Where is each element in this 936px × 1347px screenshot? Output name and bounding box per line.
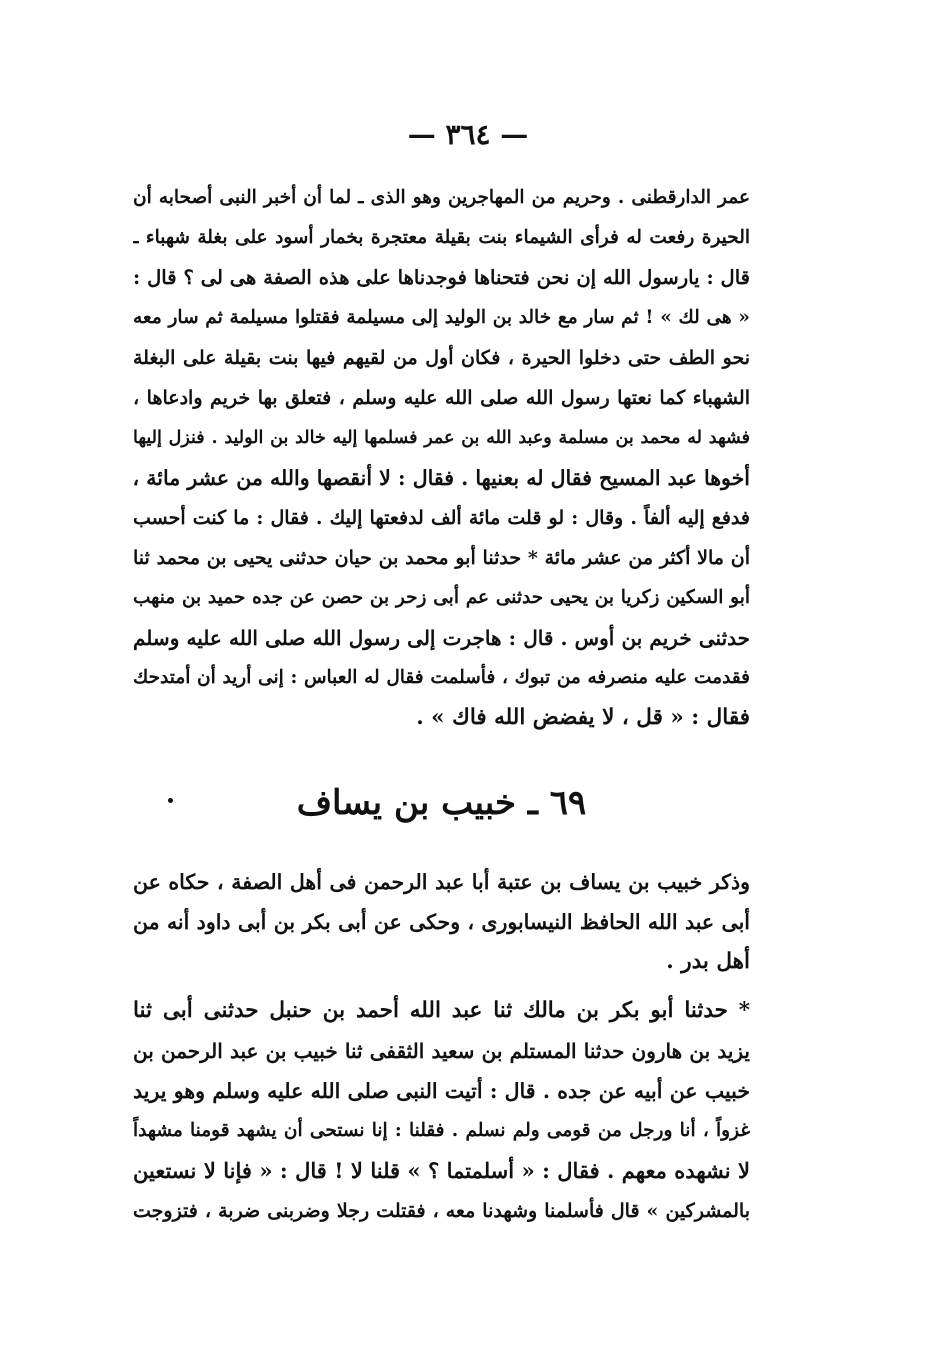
text-line: نحو الطف حتى دخلوا الحيرة ، فكان أول من لقيهم فيها بنت بقيلة على البغلة [133,347,750,369]
text-line: أبو السكين زكريا بن يحيى حدثنى عم أبى زحر بن حصن عن جده حميد بن منهب [133,587,750,608]
paragraph-khubayb-intro [133,862,750,982]
text-line: لا نشهده معهم . فقال : « أسلمتما ؟ » قلنا لا ! قال : « فإنا لا نستعين [133,1158,750,1183]
text-line: أن مالا أكثر من عشر مائة * حدثنا أبو محمد بن حيان حدثنى يحيى بن محمد ثنا [133,547,750,569]
text-line: قال : يارسول الله إن نحن فتحناها فوجدناها على هذه الصفة هى لى ؟ قال : [133,266,750,289]
text-line: أهل بدر . [666,949,750,974]
text-line: حدثنى خريم بن أوس . قال : هاجرت إلى رسول الله صلى الله عليه وسلم [133,626,750,650]
paragraph-khubayb-hadith [133,991,750,1231]
text-line: بالمشركين » قال فأسلمنا وشهدنا معه ، فقتلت رجلا وضربنى ضربة ، فتزوجت [133,1200,750,1222]
text-line: عمر الدارقطنى . وحريم من المهاجرين وهو الذى ـ لما أن أخبر النبى أصحابه أن [133,187,750,208]
paragraph-khuraym-biography [133,178,750,738]
text-line: يزيد بن هارون حدثنا المستلم بن سعيد الثقفى ثنا خبيب بن عبد الرحمن بن [133,1039,750,1063]
text-line: أبى عبد الله الحافظ النيسابورى ، وحكى عن أبى بكر بن أبى داود أنه من [133,910,750,934]
text-line: الشهباء كما نعتها رسول الله صلى الله عليه وسلم ، فتعلق بها خريم وادعاها ، [133,387,750,409]
text-line: فشهد له محمد بن مسلمة وعبد الله بن عمر فسلمها إليه خالد بن الوليد . فنزل إليها [133,428,750,448]
text-line: وذكر خبيب بن يساف بن عتبة أبا عبد الرحمن فى أهل الصفة ، حكاه عن [133,870,750,894]
text-line: فدفع إليه ألفاً . وقال : لو قلت مائة ألف لدفعتها إليك . فقال : ما كنت أحسب [133,507,750,529]
text-line: فقال : « قل ، لا يفضض الله فاك » . [416,705,750,730]
text-line: غزواً ، أنا ورجل من قومى ولم نسلم . فقلنا : إنا نستحى أن يشهد قومنا مشهداً [133,1120,750,1141]
print-speck [168,798,173,803]
page-number: — ٣٦٤ — [407,118,529,151]
text-line: الحيرة رفعت له فرأى الشيماء بنت بقيلة معتجرة بخمار أسود على بغلة شهباء ـ [133,227,750,248]
text-line: أخوها عبد المسيح فقال له بعنيها . فقال : لا أنقصها والله من عشر مائة ، [133,466,750,490]
text-line: فقدمت عليه منصرفه من تبوك ، فأسلمت فقال له العباس : إنى أريد أن أمتدحك [133,667,750,688]
text-line: * حدثنا أبو بكر بن مالك ثنا عبد الله أحمد بن حنبل حدثنى أبى ثنا [133,998,750,1023]
text-line: خبيب عن أبيه عن جده . قال : أتيت النبى صلى الله عليه وسلم وهو يريد [133,1079,750,1103]
text-line: « هى لك » ! ثم سار مع خالد بن الوليد إلى مسيلمة فقتلوا مسيلمة ثم سار معه [133,307,750,328]
section-heading: ٦٩ ـ خبيب بن يساف [296,783,587,823]
